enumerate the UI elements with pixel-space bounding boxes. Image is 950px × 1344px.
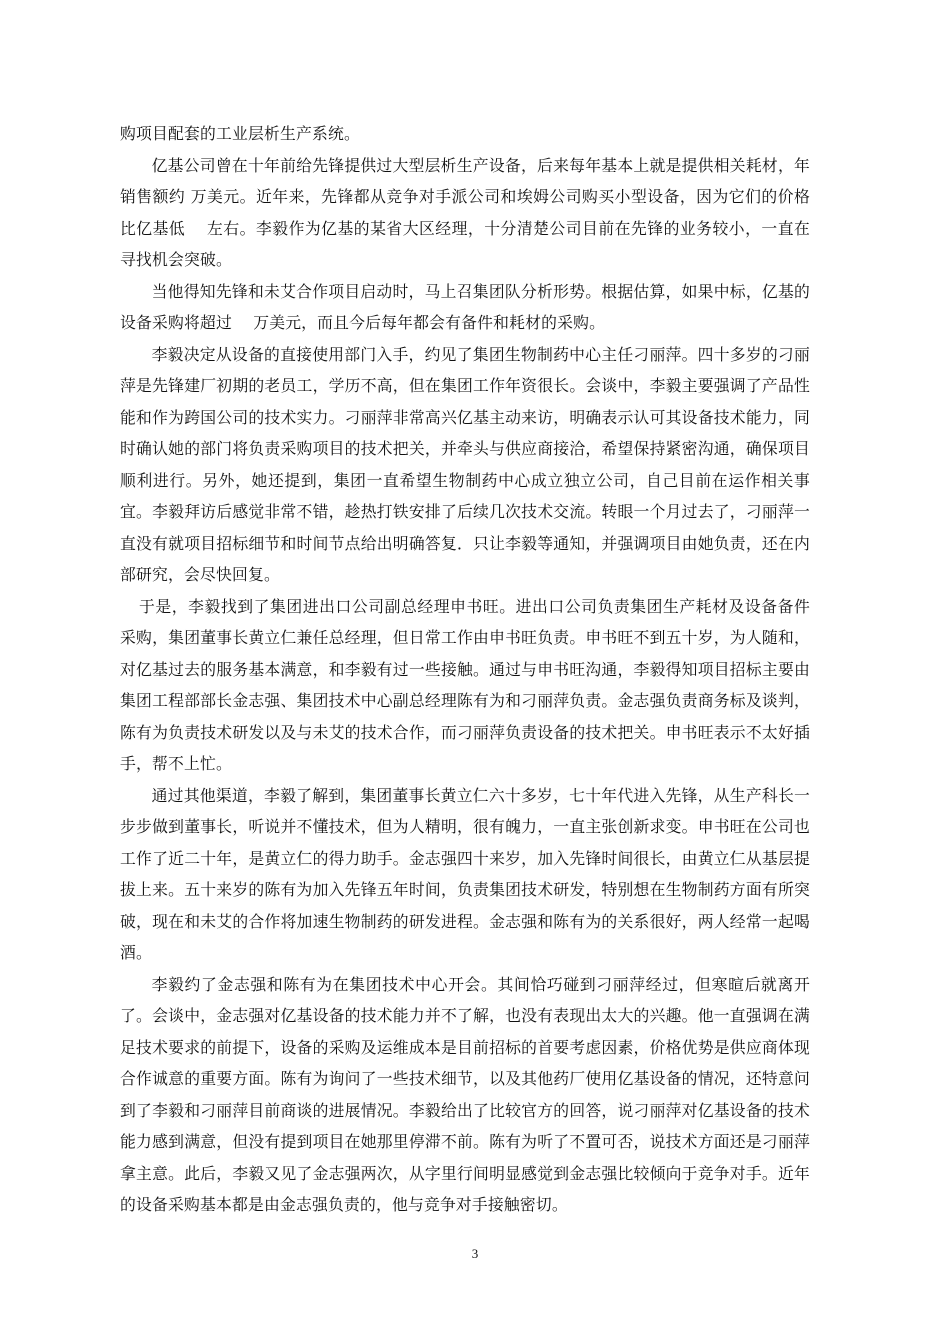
page-number: 3 <box>471 1246 479 1261</box>
paragraph-project-launch: 当他得知先锋和未艾合作项目启动时，马上召集团队分析形势。根据估算，如果中标，亿基的设备采购将超过 万美元，而且今后每年都会有备件和耗材的采购。 <box>120 281 810 332</box>
paragraph-meeting: 李毅约了金志强和陈有为在集团技术中心开会。其间恰巧碰到刁丽萍经过，但寒暄后就离开了。会谈中，金志强对亿基设备的技术能力并不了解，也没有表现出太大的兴趣。他一直强调在满足技术要求的前提下，设备的采购及运维成本是目前招标的首要考虑因素，价格优势是供应商体现合作诚意的重要方面。陈有为询问了一些技术细节，以及其他药厂使用亿基设备的情况，还特意问到了李毅和刁丽萍目前商谈的进展情况。李毅给出了比较官方的回答，说刁丽萍对亿基设备的技术能力感到满意，但没有提到项目在她那里停滞不前。陈有为听了不置可否，说技术方面还是刁丽萍拿主意。此后，李毅又见了金志强两次，从字里行间明显感觉到金志强比较倾向于竞争对手。近年的设备采购基本都是由金志强负责的，他与竞争对手接触密切。 <box>120 974 810 1214</box>
paragraph-yiji-history: 亿基公司曾在十年前给先锋提供过大型层析生产设备，后来每年基本上就是提供相关耗材，年销售额约 万美元。近年来，先锋都从竞争对手派公司和埃姆公司购买小型设备，因为它们的价格比亿基低 左右。李毅作为亿基的某省大区经理，十分清楚公司目前在先锋的业务较小，一直在寻找机会突破。 <box>120 155 810 269</box>
paragraph-shen-shuwang: 于是，李毅找到了集团进出口公司副总经理申书旺。进出口公司负责集团生产耗材及设备备件采购，集团董事长黄立仁兼任总经理，但日常工作由申书旺负责。申书旺不到五十岁，为人随和，对亿基过去的服务基本满意，和李毅有过一些接触。通过与申书旺沟通，李毅得知项目招标主要由集团工程部部长金志强、集团技术中心副总经理陈有为和刁丽萍负责。金志强负责商务标及谈判，陈有为负责技术研发以及与未艾的技术合作，而刁丽萍负责设备的技术把关。申书旺表示不太好插手，帮不上忙。 <box>120 596 810 773</box>
paragraph-continuation: 购项目配套的工业层析生产系统。 <box>120 124 360 143</box>
body-text <box>120 118 810 1221</box>
paragraph-diao-liping: 李毅决定从设备的直接使用部门入手，约见了集团生物制药中心主任刁丽萍。四十多岁的刁丽萍是先锋建厂初期的老员工，学历不高，但在集团工作年资很长。会谈中，李毅主要强调了产品性能和作为跨国公司的技术实力。刁丽萍非常高兴亿基主动来访，明确表示认可其设备技术能力，同时确认她的部门将负责采购项目的技术把关，并牵头与供应商接洽，希望保持紧密沟通，确保项目顺利进行。另外，她还提到，集团一直希望生物制药中心成立独立公司，自己目前在运作相关事宜。李毅拜访后感觉非常不错，趁热打铁安排了后续几次技术交流。转眼一个月过去了，刁丽萍一直没有就项目招标细节和时间节点给出明确答复．只让李毅等通知，并强调项目由她负责，还在内部研究，会尽快回复。 <box>120 344 810 584</box>
paragraph-other-channels: 通过其他渠道，李毅了解到，集团董事长黄立仁六十多岁，七十年代进入先锋，从生产科长一步步做到董事长，听说并不懂技术，但为人精明，很有魄力，一直主张创新求变。申书旺在公司也工作了近二十年，是黄立仁的得力助手。金志强四十来岁，加入先锋时间很长，由黄立仁从基层提拔上来。五十来岁的陈有为加入先锋五年时间，负责集团技术研发，特别想在生物制药方面有所突破，现在和未艾的合作将加速生物制药的研发进程。金志强和陈有为的关系很好，两人经常一起喝酒。 <box>120 785 810 962</box>
